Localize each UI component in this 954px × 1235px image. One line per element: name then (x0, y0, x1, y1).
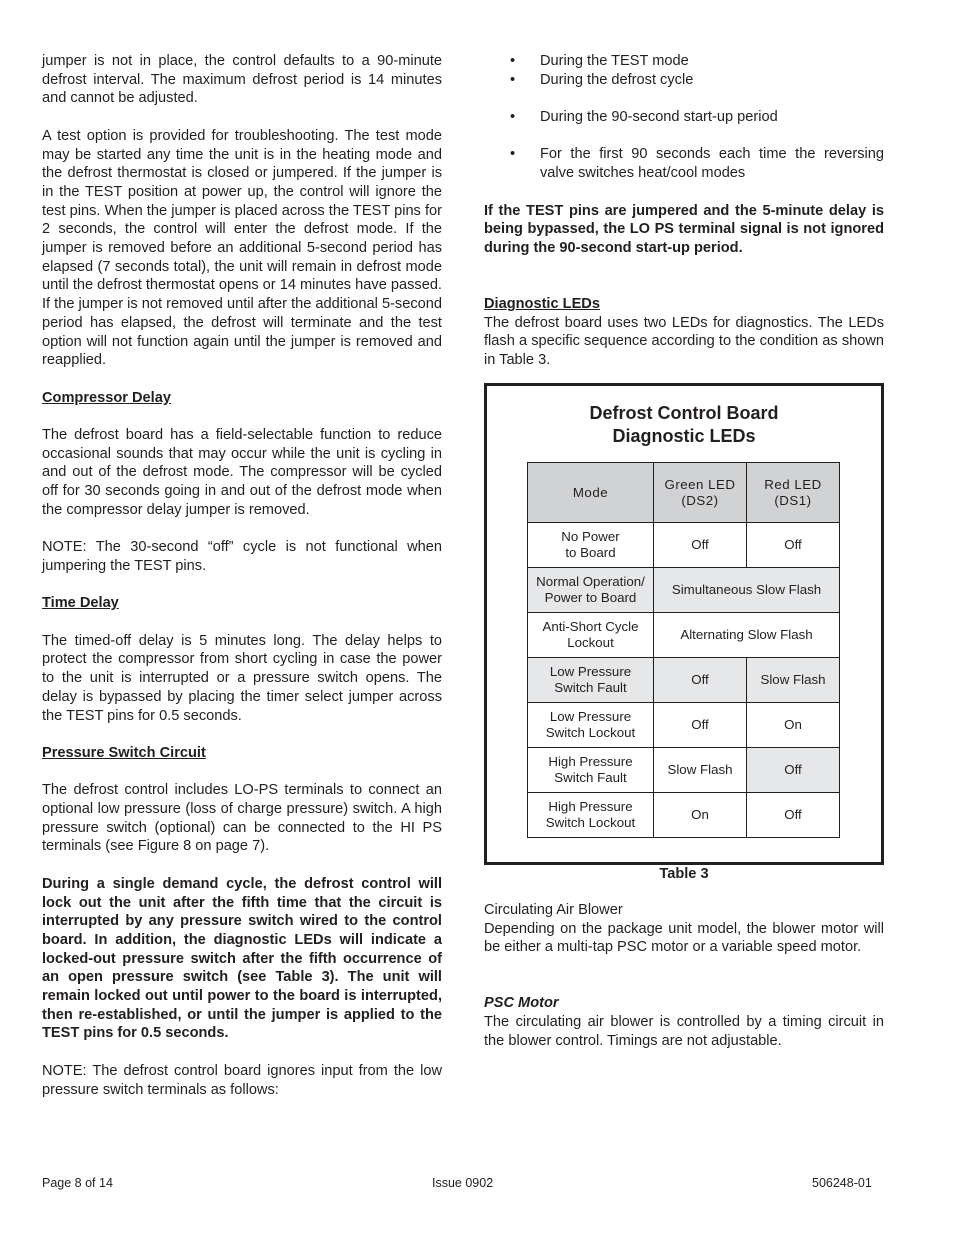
cell-mode: High Pressure Switch Lockout (528, 793, 654, 838)
cell-mode: Low Pressure Switch Lockout (528, 703, 654, 748)
cell-red: On (747, 703, 840, 748)
heading-compressor-delay: Compressor Delay (42, 389, 171, 406)
paragraph-blower: Depending on the package unit model, the blower motor will be either a multi-tap PSC motor or a variable speed motor. (484, 920, 884, 956)
left-column (42, 52, 442, 1099)
cell-red: Off (747, 748, 840, 793)
header-mode: Mode (528, 463, 654, 523)
header-green-led: Green LED (DS2) (654, 463, 747, 523)
diagnostic-led-table (527, 462, 840, 838)
header-red-led: Red LED (DS1) (747, 463, 840, 523)
list-item: • During the defrost cycle (484, 71, 884, 90)
ignore-conditions-list (484, 52, 884, 183)
heading-pressure-switch: Pressure Switch Circuit (42, 744, 206, 761)
table-title (487, 402, 881, 448)
table-row (528, 748, 840, 793)
cell-mode: No Power to Board (528, 523, 654, 568)
table-header-row (528, 463, 840, 523)
heading-diagnostic-leds: Diagnostic LEDs (484, 296, 600, 313)
table-row (528, 703, 840, 748)
cell-mode: High Pressure Switch Fault (528, 748, 654, 793)
paragraph-psc-motor: The circulating air blower is controlled by a timing circuit in the blower control. Timings are not adjustable. (484, 1014, 884, 1049)
cell-mode: Low Pressure Switch Fault (528, 658, 654, 703)
paragraph-pressure-switch: The defrost control includes LO-PS terminals to connect an optional low pressure (loss of charge pressure) switch. A high pressure switch (optional) can be connected to the HI PS terminals (see Figure 8 on page 7). (42, 782, 442, 855)
list-item: • During the 90-second start-up period (484, 108, 884, 127)
note-ignore-input: NOTE: The defrost control board ignores input from the low pressure switch terminals as follows: (42, 1062, 442, 1098)
page-number: Page 8 of 14 (42, 1176, 113, 1190)
list-item: • During the TEST mode (484, 52, 884, 71)
cell-red: Off (747, 523, 840, 568)
paragraph-lockout-warning: During a single demand cycle, the defrost control will lock out the unit after the fifth time that the circuit is interrupted by any pressure switch wired to the control board. In addition, the diagnostic LEDs will indicate a locked-out pressure switch after the fifth occurrence of an open pressure switch (see Table 3). The unit will remain locked out until power to the board is interrupted, then re-established, or until the jumper is applied to the TEST pins for 0.5 seconds. (42, 875, 442, 1042)
paragraph-time-delay: The timed-off delay is 5 minutes long. The delay helps to protect the compressor from short cycling in case the power to the unit is interrupted or a pressure switch opens. The delay is bypassed by placing the timer select jumper across the TEST pins for 0.5 seconds. (42, 632, 442, 724)
table-title-line2: Diagnostic LEDs (612, 426, 756, 446)
cell-green: On (654, 793, 747, 838)
paragraph-diagnostic-leds: The defrost board uses two LEDs for diagnostics. The LEDs flash a specific sequence according to the condition as shown in Table 3. (484, 314, 884, 369)
table-title-line1: Defrost Control Board (589, 403, 779, 423)
table-row (528, 658, 840, 703)
cell-both: Alternating Slow Flash (654, 613, 840, 658)
cell-red: Off (747, 793, 840, 838)
table-row (528, 613, 840, 658)
paragraph-defrost-interval: jumper is not in place, the control defaults to a 90-minute defrost interval. The maximum defrost period is 14 minutes and cannot be adjusted. (42, 53, 442, 107)
cell-both: Simultaneous Slow Flash (654, 568, 840, 613)
note-off-cycle: NOTE: The 30-second “off” cycle is not functional when jumpering the TEST pins. (42, 539, 442, 574)
table-row (528, 793, 840, 838)
cell-green: Slow Flash (654, 748, 747, 793)
right-column-lower (484, 901, 884, 1051)
cell-green: Off (654, 658, 747, 703)
heading-circulating-air-blower: Circulating Air Blower (484, 902, 623, 918)
heading-psc-motor: PSC Motor (484, 995, 559, 1012)
paragraph-test-option: A test option is provided for troubleshooting. The test mode may be started any time the unit is in the heating mode and the defrost thermostat is closed or jumpered. If the jumper is in the TEST position at power up, the control will ignore the test pins. When the jumper is placed across the TEST pins for 2 seconds, the control will enter the defrost mode. If the jumper is removed before an additional 5-second period has elapsed (7 seconds total), the unit will remain in defrost mode until the defrost thermostat opens or 14 minutes have passed. If the jumper is not removed until after the additional 5-second period has elapsed, the defrost will terminate and the test option will not function again until the jumper is removed and reapplied. (42, 127, 442, 369)
table-row (528, 523, 840, 568)
right-column (484, 52, 884, 370)
diagnostic-led-table-box (484, 383, 884, 865)
heading-time-delay: Time Delay (42, 595, 119, 612)
table-caption: Table 3 (659, 866, 709, 882)
list-item: • For the first 90 seconds each time the reversing valve switches heat/cool modes (484, 145, 884, 182)
cell-red: Slow Flash (747, 658, 840, 703)
paragraph-compressor-delay: The defrost board has a field-selectable function to reduce occasional sounds that may occur while the unit is cycling in and out of the defrost mode. The compressor will be cycled off for 30 seconds going in and out of the defrost mode when the compressor delay jumper is removed. (42, 427, 442, 518)
cell-mode: Normal Operation/ Power to Board (528, 568, 654, 613)
cell-mode: Anti-Short Cycle Lockout (528, 613, 654, 658)
table-row (528, 568, 840, 613)
issue-number: Issue 0902 (432, 1176, 494, 1190)
paragraph-test-pins-warning: If the TEST pins are jumpered and the 5-minute delay is being bypassed, the LO PS terminal signal is not ignored during the 90-second start-up period. (484, 202, 884, 256)
cell-green: Off (654, 703, 747, 748)
cell-green: Off (654, 523, 747, 568)
document-number: 506248-01 (812, 1176, 872, 1190)
